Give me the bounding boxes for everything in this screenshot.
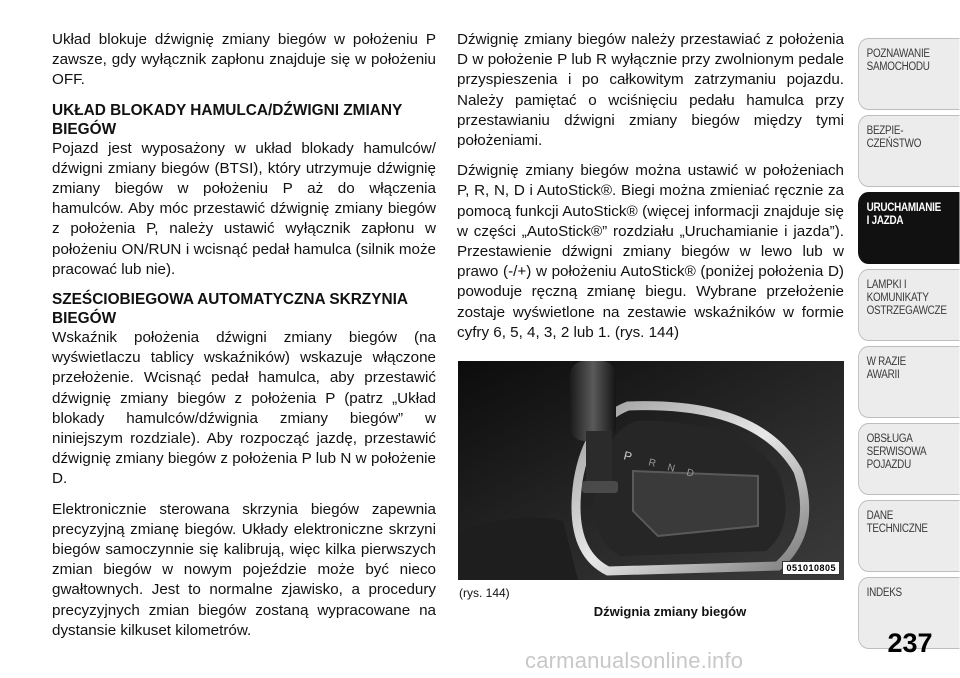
- tab-label: INDEKS: [866, 587, 902, 599]
- gate-letter-p: P: [622, 448, 634, 464]
- paragraph-autostick: Dźwignię zmiany biegów można ustawić w położeniach P, R, N, D i AutoStick®. Biegi można zmieniać ręcznie za pomocą funkcji AutoStick® (więcej informacji znajduje się w części „AutoStick®” rozdziału „Uruchamianie i jazda”). Przestawienie dźwigni zmiany biegów w lewo lub w prawo (-/+) w położeniu AutoStick® (poniżej położenia D) powoduje ręczną zmianę biegu. Wybrane przełożenie zostaje wyświetlone na zestawie wskaźników w formie cyfry 6, 5, 4, 3, 2 lub 1. (rys. 144): [457, 162, 844, 341]
- paragraph-gear-indicator: Wskaźnik położenia dźwigni zmiany biegów (na wyświetlaczu tablicy wskaźników) wskazuje włączone przełożenie. Wcisnąć pedał hamulca, aby przestawić dźwignię zmiany biegów z położenia P (patrz „Układ blokady hamulców/dźwignia zmiany biegów” w niniejszym rozdziale). Aby rozpocząć jazdę, przestawić dźwignię zmiany biegów z położenia P lub N w położenie D.: [52, 329, 436, 488]
- gear-shifter-photo: [458, 361, 844, 580]
- tab-label: URUCHAMIANIE I JAZDA: [866, 202, 941, 227]
- page-number: 237: [887, 628, 933, 658]
- tab-w-razie-awarii[interactable]: [858, 346, 959, 418]
- paragraph-shift-lock-note: Układ blokuje dźwignię zmiany biegów w położeniu P zawsze, gdy wyłącznik zapłonu znajduje się w położeniu OFF.: [52, 31, 436, 89]
- tab-label: LAMPKI I KOMUNIKATY OSTRZEGAWCZE: [866, 279, 947, 317]
- gate-letter-r: R: [647, 457, 657, 470]
- tab-bezpieczenstwo[interactable]: [858, 115, 959, 187]
- tab-uruchamianie-i-jazda[interactable]: [858, 192, 959, 264]
- heading-brake-shift-interlock: UKŁAD BLOKADY HAMULCA/DŹWIGNI ZMIANY BIEGÓW: [52, 101, 402, 138]
- gear-shifter-illustration: [458, 361, 844, 580]
- tab-poznawanie-samochodu[interactable]: [858, 38, 959, 110]
- figure-label: (rys. 144): [459, 586, 510, 600]
- figure-code: 051010805: [782, 561, 840, 575]
- gate-letter-d: D: [685, 467, 695, 480]
- heading-six-speed-transmission: SZEŚCIOBIEGOWA AUTOMATYCZNA SKRZYNIA BIEGÓW: [52, 291, 408, 328]
- chapter-sidebar: [858, 38, 960, 654]
- paragraph-btsi: Pojazd jest wyposażony w układ blokady hamulców/ dźwigni zmiany biegów (BTSI), który utrzymuje dźwignię zmiany biegów w położeniu P aż do włączenia hamulców. Aby móc przestawić dźwignię zmiany biegów z położenia P, należy ustawić wyłącznik zapłonu w położeniu ON/RUN i wcisnąć pedał hamulca (silnik może pracować lub nie).: [52, 139, 436, 278]
- gate-letter-n: N: [666, 462, 676, 475]
- paragraph-electronic-control: Elektronicznie sterowana skrzynia biegów zapewnia precyzyjną zmianę biegów. Układy elektroniczne skrzyni biegów samoczynnie się kalibrują, więc kilka pierwszych zmian biegów w nowym pojeździe może być nieco gwałtownych. Jest to normalne zjawisko, a procedury precyzyjnych zmian biegów zostaną wypracowane na dystansie kilkuset kilometrów.: [52, 500, 436, 639]
- tab-label: POZNAWANIE SAMOCHODU: [866, 48, 930, 73]
- tab-label: OBSŁUGA SERWISOWA POJAZDU: [866, 433, 927, 471]
- tab-lampki-i-komunikaty[interactable]: [858, 269, 959, 341]
- tab-label: W RAZIE AWARII: [866, 356, 907, 381]
- tab-dane-techniczne[interactable]: [858, 500, 959, 572]
- watermark: carmanualsonline.info: [525, 648, 744, 673]
- tab-label: BEZPIE- CZEŃSTWO: [866, 125, 922, 150]
- paragraph-shift-procedure: Dźwignię zmiany biegów należy przestawiać z położenia D w położenie P lub R wyłącznie przy zwolnionym pedale przyspieszenia i po całkowitym zatrzymaniu pojazdu. Należy pamiętać o wciśnięciu pedału hamulca przy przestawianiu dźwigni zmiany biegów między tymi położeniami.: [457, 31, 844, 150]
- left-text-column: [52, 30, 436, 651]
- figure-caption: Dźwignia zmiany biegów: [593, 604, 747, 619]
- right-text-column: [457, 30, 844, 353]
- tab-label: DANE TECHNICZNE: [866, 510, 928, 535]
- tab-obsluga-serwisowa[interactable]: [858, 423, 959, 495]
